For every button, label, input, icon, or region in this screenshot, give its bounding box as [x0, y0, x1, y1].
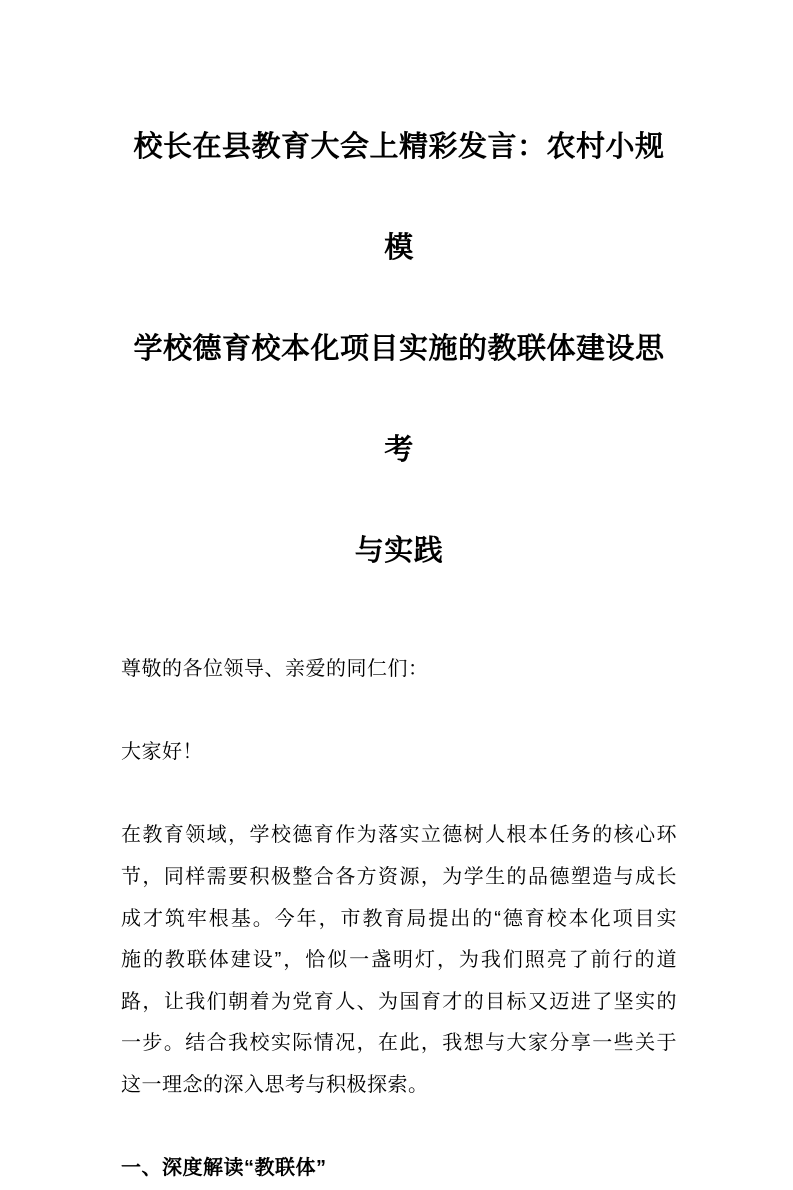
greeting-line: 尊敬的各位领导、亲爱的同仁们：	[121, 658, 429, 680]
title-line-3: 与实践	[354, 535, 444, 567]
section-heading: 一、深度解读“教联体”	[121, 1157, 327, 1180]
paragraph-line: 节，同样需要积极整合各方资源，为学生的品德塑造与成长	[121, 865, 677, 888]
paragraph-line: 成才筑牢根基。今年，市教育局提出的“德育校本化项目实	[121, 907, 677, 930]
document-title	[121, 97, 677, 602]
paragraph-line: 路，让我们朝着为党育人、为国育才的目标又迈进了坚实的	[121, 990, 677, 1013]
paragraph-line: 施的教联体建设”，恰似一盏明灯，为我们照亮了前行的道	[121, 949, 677, 972]
salutation-line: 大家好！	[121, 741, 203, 764]
title-line-1: 校长在县教育大会上精彩发言：农村小规模	[133, 131, 665, 264]
paragraph-line: 这一理念的深入思考与积极探索。	[121, 1073, 429, 1096]
body-paragraph	[121, 815, 677, 1106]
title-line-2: 学校德育校本化项目实施的教联体建设思考	[133, 333, 665, 466]
paragraph-line: 在教育领域，学校德育作为落实立德树人根本任务的核心环	[121, 824, 677, 847]
paragraph-line: 一步。结合我校实际情况，在此，我想与大家分享一些关于	[121, 1032, 677, 1055]
